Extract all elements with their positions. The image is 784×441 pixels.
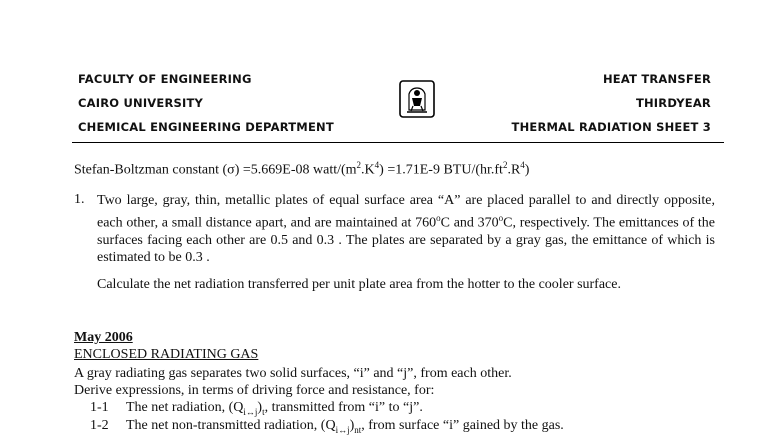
item-text: ) [257, 400, 263, 415]
department-header: CHEMICAL ENGINEERING DEPARTMENT [78, 120, 334, 134]
constant-text: .R [507, 162, 521, 178]
item-number: 1-1 [90, 400, 109, 415]
list-item [90, 418, 564, 435]
constant-text: Stefan-Boltzman constant (σ) =5.669E-08 watt/(m [74, 162, 357, 178]
sheet-header: THERMAL RADIATION SHEET 3 [511, 120, 711, 134]
problem-number: 1. [74, 192, 85, 207]
section-intro: A gray radiating gas separates two solid surfaces, “i” and “j”, from each other. [74, 366, 512, 381]
section-derive: Derive expressions, in terms of driving force and resistance, for: [74, 383, 435, 398]
section-date: May 2006 [74, 330, 133, 345]
constant-sup: 2 [356, 160, 362, 170]
problem-statement [97, 192, 715, 267]
constant-sup: 2 [502, 160, 508, 170]
problem-text: Two large, gray, thin, metallic plates of equal surface area “A” are placed parallel to and directly opposite, each other, a small distance apart, and are maintained at 760 [97, 193, 715, 231]
degree-sup: o [498, 212, 504, 223]
course-header: HEAT TRANSFER [602, 72, 711, 86]
stefan-boltzmann-constant [74, 160, 529, 179]
item-sub: nt [354, 424, 362, 435]
item-text: , from surface “i” gained by the gas. [361, 418, 564, 433]
header-divider [72, 142, 724, 143]
item-text: ) [349, 418, 355, 433]
item-sub: t [262, 406, 265, 417]
problem-task: Calculate the net radiation transferred per unit plate area from the hotter to the cooler surface. [97, 277, 621, 292]
faculty-header: FACULTY OF ENGINEERING [78, 72, 252, 86]
problem-text: C, respectively. The emittances of the surfaces facing each other are 0.5 and 0.3 . The plates are separated by a gray gas, the emittance of which is estimated to be 0.3 . [97, 215, 715, 266]
constant-sup: 4 [374, 160, 380, 170]
university-logo [399, 80, 435, 118]
item-text: , transmitted from “i” to “j”. [264, 400, 423, 415]
constant-sup: 4 [520, 160, 525, 170]
list-item [90, 400, 423, 417]
year-header: THIRDYEAR [635, 96, 711, 110]
section-title: ENCLOSED RADIATING GAS [74, 347, 259, 362]
university-header: CAIRO UNIVERSITY [78, 96, 204, 110]
item-sub: i↔j [243, 406, 258, 417]
problem-text: C and 370 [440, 215, 499, 231]
degree-sup: o [436, 212, 441, 223]
constant-text: ) =1.71E-9 BTU/(hr.ft [379, 162, 503, 178]
item-number: 1-2 [90, 418, 109, 433]
constant-text: .K [361, 162, 375, 178]
item-sub: i↔j [335, 424, 350, 435]
constant-text: ) [524, 162, 530, 178]
item-text: The net non-transmitted radiation, (Q [126, 418, 336, 433]
item-text: The net radiation, (Q [126, 400, 244, 415]
